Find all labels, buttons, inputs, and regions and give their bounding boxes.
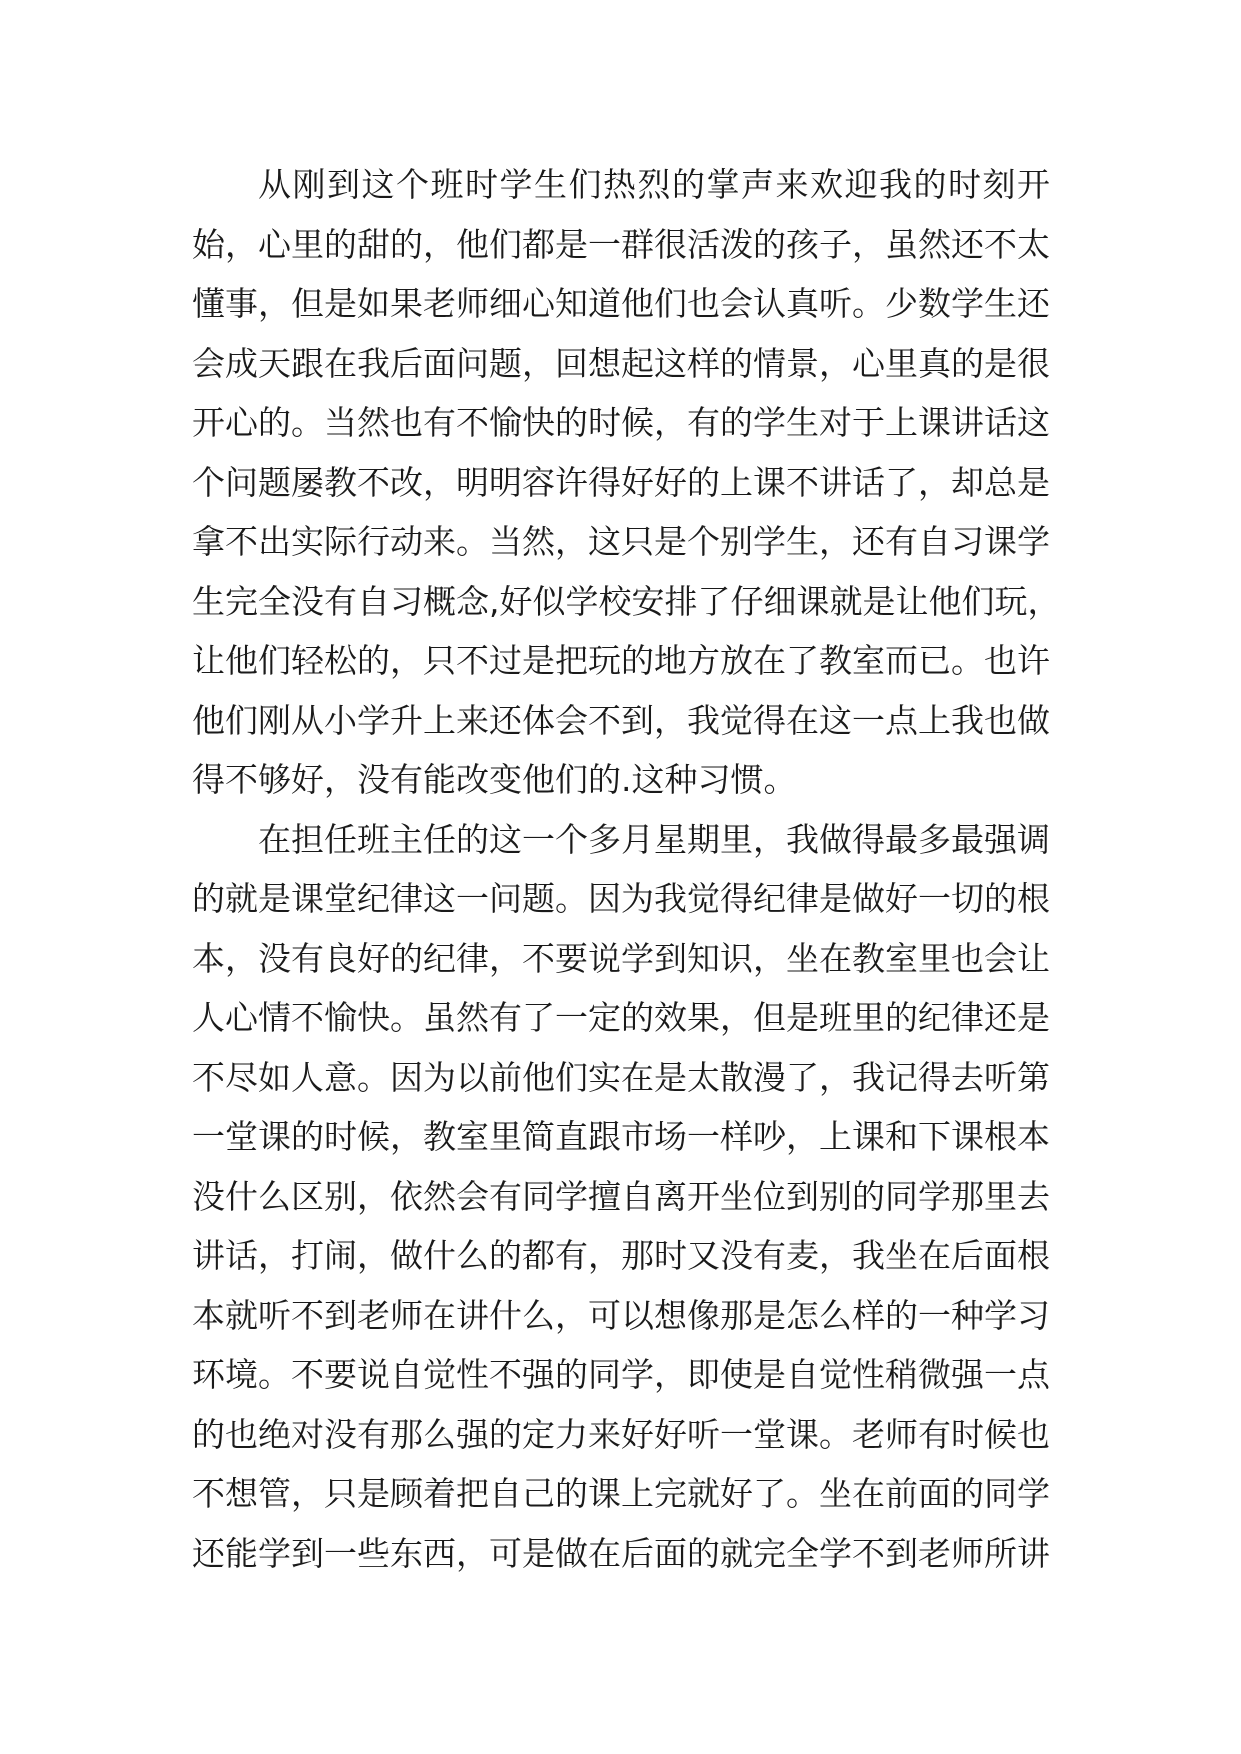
text-line: 拿不出实际行动来。当然，这只是个别学生，还有自习课学 (192, 522, 1050, 561)
text-line: 的也绝对没有那么强的定力来好好听一堂课。老师有时候也 (192, 1414, 1050, 1454)
text-line: 还能学到一些东西，可是做在后面的就完全学不到老师所讲 (192, 1533, 1050, 1573)
text-line: 不尽如人意。因为以前他们实在是太散漫了，我记得去听第 (192, 1057, 1050, 1097)
text-line: 从刚到这个班时学生们热烈的掌声来欢迎我的时刻开 (258, 165, 1050, 204)
document-body (192, 155, 1061, 1583)
text-line: 人心情不愉快。虽然有了一定的效果，但是班里的纪律还是 (192, 998, 1050, 1037)
text-line: 环境。不要说自觉性不强的同学，即使是自觉性稍微强一点 (192, 1355, 1050, 1394)
text-line: 在担任班主任的这一个多月星期里，我做得最多最强调 (258, 819, 1050, 859)
text-line: 他们刚从小学升上来还体会不到，我觉得在这一点上我也做 (192, 700, 1050, 740)
paragraph-1 (192, 155, 1061, 810)
text-line: 不想管，只是顾着把自己的课上完就好了。坐在前面的同学 (192, 1474, 1050, 1513)
text-line: 懂事，但是如果老师细心知道他们也会认真听。少数学生还 (192, 284, 1050, 323)
paragraph-2 (192, 810, 1050, 1584)
text-line: 没什么区别，依然会有同学擅自离开坐位到别的同学那里去 (192, 1176, 1050, 1216)
text-line: 会成天跟在我后面问题，回想起这样的情景，心里真的是很 (192, 343, 1050, 383)
text-line: 个问题屡教不改，明明容许得好好的上课不讲话了，却总是 (192, 462, 1050, 502)
text-line: 一堂课的时候，教室里简直跟市场一样吵，上课和下课根本 (192, 1117, 1050, 1156)
text-line: 开心的。当然也有不愉快的时候，有的学生对于上课讲话这 (192, 403, 1050, 442)
text-line: 得不够好，没有能改变他们的.这种习惯。 (192, 760, 797, 799)
text-line: 本，没有良好的纪律，不要说学到知识，坐在教室里也会让 (192, 938, 1050, 978)
text-line: 本就听不到老师在讲什么，可以想像那是怎么样的一种学习 (192, 1295, 1050, 1335)
text-line: 让他们轻松的，只不过是把玩的地方放在了教室而已。也许 (192, 641, 1050, 680)
text-line: 的就是课堂纪律这一问题。因为我觉得纪律是做好一切的根 (192, 879, 1050, 918)
text-line: 讲话，打闹，做什么的都有，那时又没有麦，我坐在后面根 (192, 1236, 1050, 1275)
text-line: 始，心里的甜的，他们都是一群很活泼的孩子，虽然还不太 (192, 224, 1050, 264)
text-line: 生完全没有自习概念,好似学校安排了仔细课就是让他们玩， (192, 581, 1061, 621)
